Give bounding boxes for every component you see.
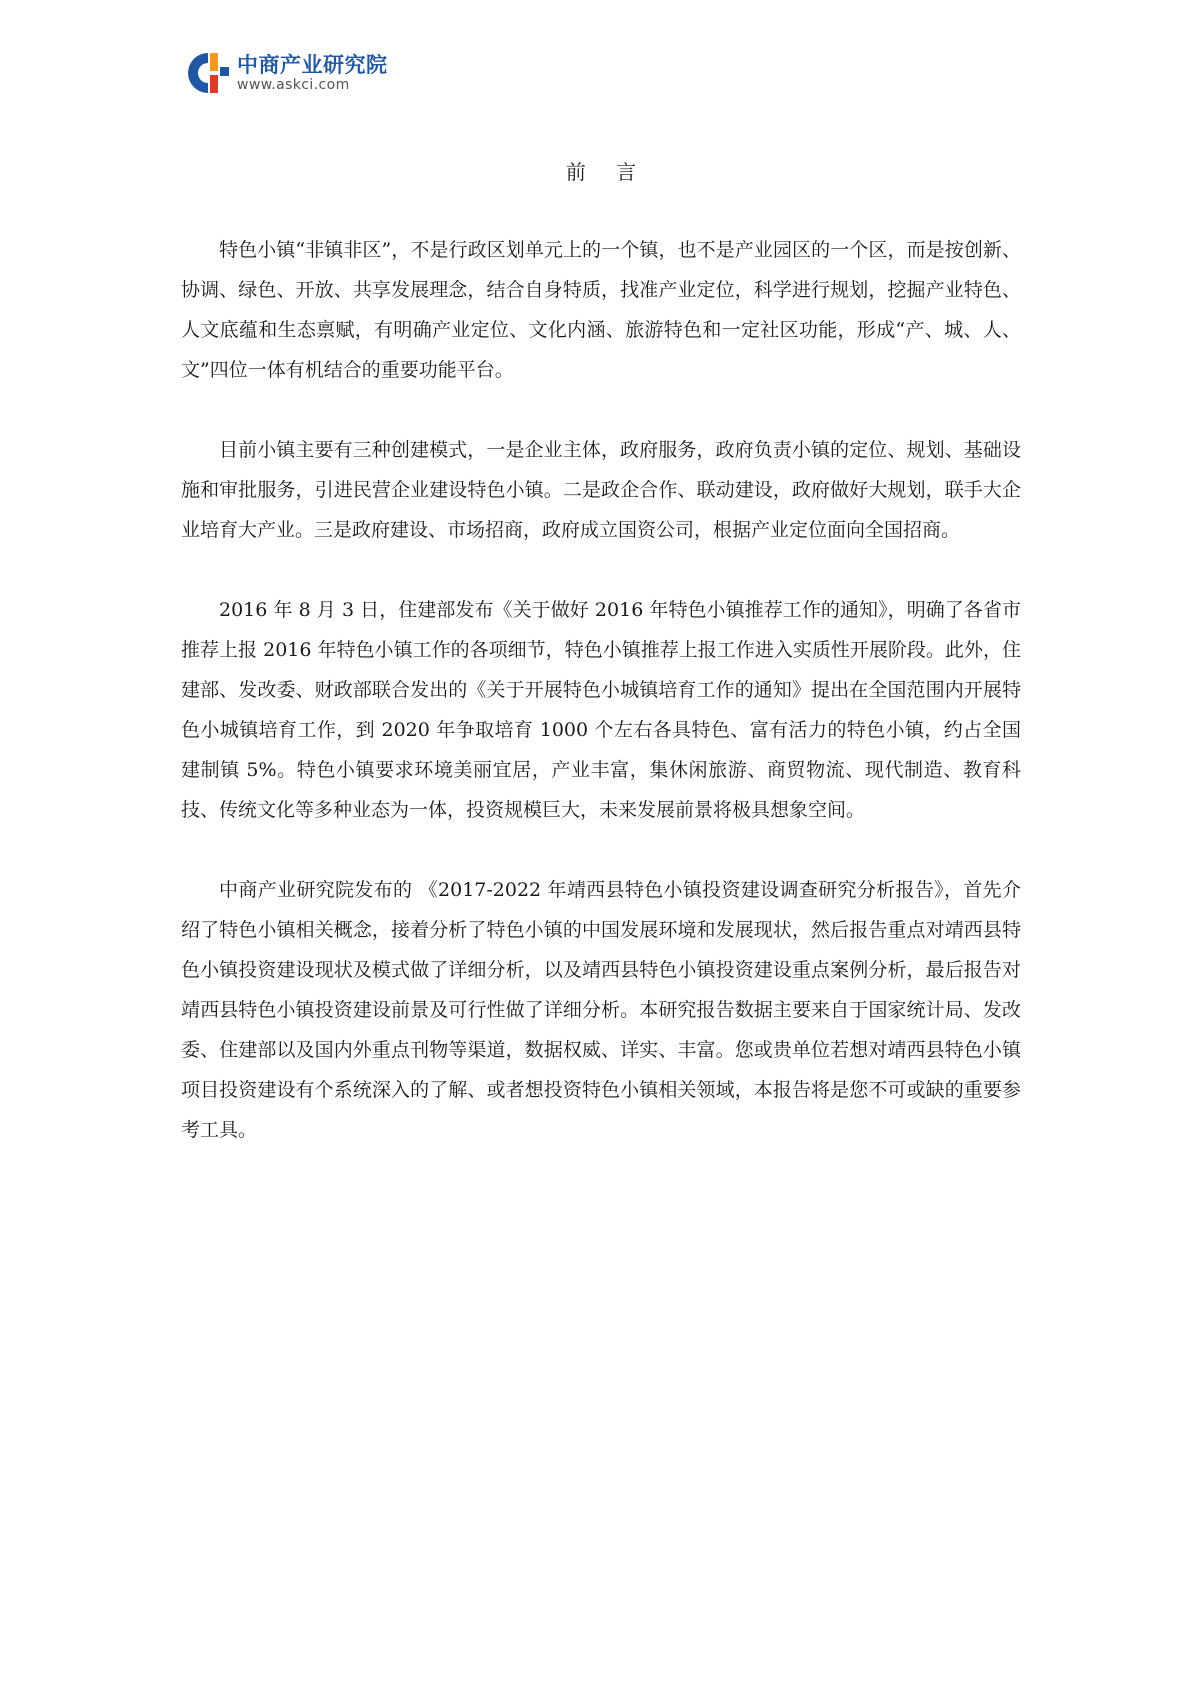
page-header — [185, 50, 388, 96]
brand-block — [237, 53, 388, 93]
document-body — [181, 150, 1021, 1190]
brand-name: 中商产业研究院 — [237, 53, 388, 77]
brand-url: www.askci.com — [237, 77, 350, 93]
askci-logo-icon — [185, 50, 231, 96]
paragraph-1: 特色小镇“非镇非区”，不是行政区划单元上的一个镇，也不是产业园区的一个区，而是按创新、协调、绿色、开放、共享发展理念，结合自身特质，找准产业定位，科学进行规划，挖掘产业特色、人文底蕴和生态禀赋，有明确产业定位、文化内涵、旅游特色和一定社区功能，形成“产、城、人、文”四位一体有机结合的重要功能平台。 — [181, 239, 1021, 381]
page-title: 前 言 — [565, 160, 649, 184]
paragraph-3: 2016 年 8 月 3 日，住建部发布《关于做好 2016 年特色小镇推荐工作的通知》，明确了各省市推荐上报 2016 年特色小镇工作的各项细节，特色小镇推荐上报工作进入实质性开展阶段。此外，住建部、发改委、财政部联合发出的《关于开展特色小城镇培育工作的通知》提出在全国范围内开展特色小城镇培育工作，到 2020 年争取培育 1000 个左右各具特色、富有活力的特色小镇，约占全国建制镇 5%。特色小镇要求环境美丽宜居，产业丰富，集休闲旅游、商贸物流、现代制造、教育科技、传统文化等多种业态为一体，投资规模巨大，未来发展前景将极具想象空间。 — [181, 599, 1021, 821]
paragraph-4: 中商产业研究院发布的 《2017-2022 年靖西县特色小镇投资建设调查研究分析报告》，首先介绍了特色小镇相关概念，接着分析了特色小镇的中国发展环境和发展现状，然后报告重点对靖西县特色小镇投资建设现状及模式做了详细分析，以及靖西县特色小镇投资建设重点案例分析，最后报告对靖西县特色小镇投资建设前景及可行性做了详细分析。本研究报告数据主要来自于国家统计局、发改委、住建部以及国内外重点刊物等渠道，数据权威、详实、丰富。您或贵单位若想对靖西县特色小镇项目投资建设有个系统深入的了解、或者想投资特色小镇相关领域，本报告将是您不可或缺的重要参考工具。 — [181, 879, 1021, 1141]
paragraph-2: 目前小镇主要有三种创建模式，一是企业主体，政府服务，政府负责小镇的定位、规划、基础设施和审批服务，引进民营企业建设特色小镇。二是政企合作、联动建设，政府做好大规划，联手大企业培育大产业。三是政府建设、市场招商，政府成立国资公司，根据产业定位面向全国招商。 — [181, 439, 1021, 541]
